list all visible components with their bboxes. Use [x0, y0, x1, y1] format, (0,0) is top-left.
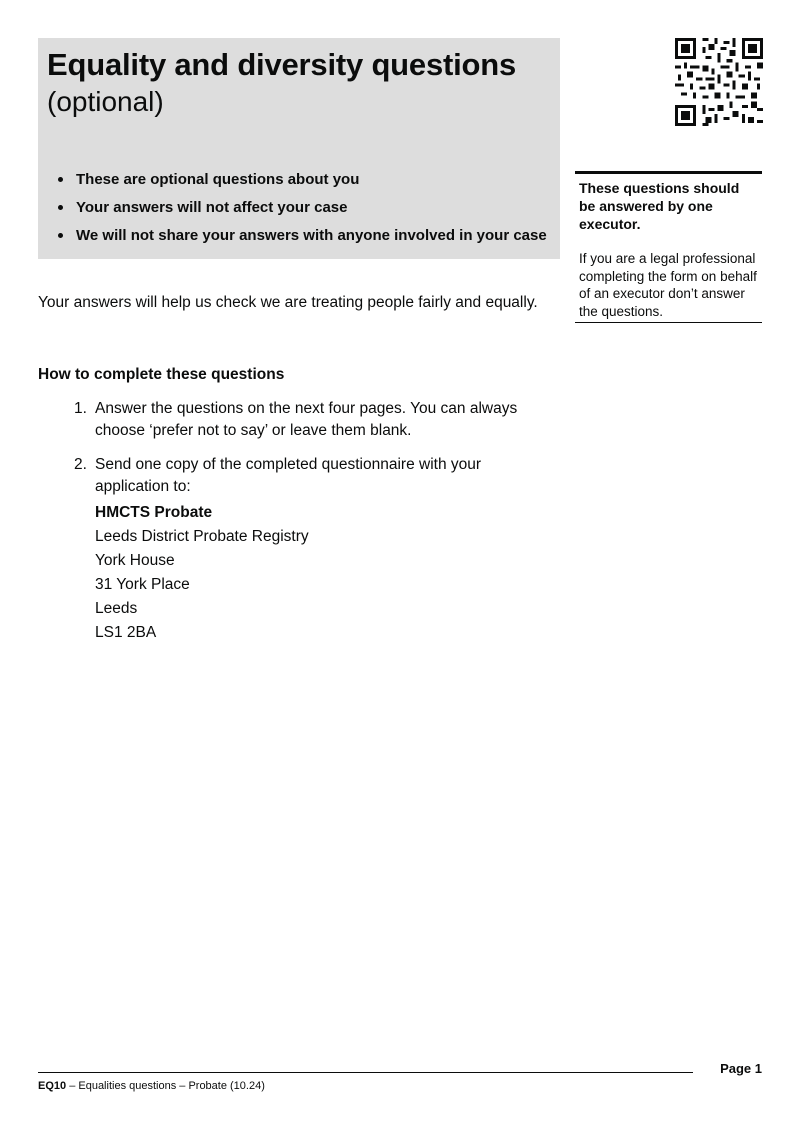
step-number: 1. — [74, 400, 87, 417]
address-line: York House — [95, 552, 175, 569]
form-code: EQ10 — [38, 1080, 67, 1092]
section-heading: How to complete these questions — [38, 366, 285, 383]
executor-note-text: If you are a legal professional completing the form on behalf of an executor don’t answer the questions. — [579, 251, 757, 319]
page-subtitle: (optional) — [47, 86, 164, 117]
postal-address — [95, 501, 544, 645]
list-item — [74, 454, 544, 645]
steps-list — [74, 398, 544, 658]
intro-text: Your answers will help us check we are treating people fairly and equally. — [38, 294, 538, 311]
list-item — [74, 398, 544, 441]
address-line: 31 York Place — [95, 576, 190, 593]
list-item: We will not share your answers with anyone involved in your case — [58, 222, 547, 250]
page-title: Equality and diversity questions — [47, 47, 517, 82]
address-line: Leeds District Probate Registry — [95, 528, 309, 545]
page-number: Page 1 — [720, 1061, 762, 1076]
address-recipient: HMCTS Probate — [95, 504, 213, 521]
step-text: Answer the questions on the next four pages. You can always choose ‘prefer not to say’ or leave them blank. — [95, 400, 518, 439]
form-description: – Equalities questions – Probate (10.24) — [66, 1080, 265, 1092]
step-text: Send one copy of the completed questionnaire with your application to: — [95, 456, 482, 495]
optional-notes-list — [58, 166, 547, 250]
list-item: These are optional questions about you — [58, 166, 547, 194]
header-panel — [38, 38, 560, 259]
list-item: Your answers will not affect your case — [58, 194, 547, 222]
address-postcode: LS1 2BA — [95, 624, 157, 641]
qr-code-icon — [675, 38, 763, 126]
executor-note — [575, 171, 762, 323]
address-line: Leeds — [95, 600, 138, 617]
step-number: 2. — [74, 456, 87, 473]
executor-note-heading: These questions should be answered by one executor. — [579, 180, 740, 232]
footer-divider — [38, 1072, 693, 1073]
form-reference — [38, 1080, 265, 1092]
